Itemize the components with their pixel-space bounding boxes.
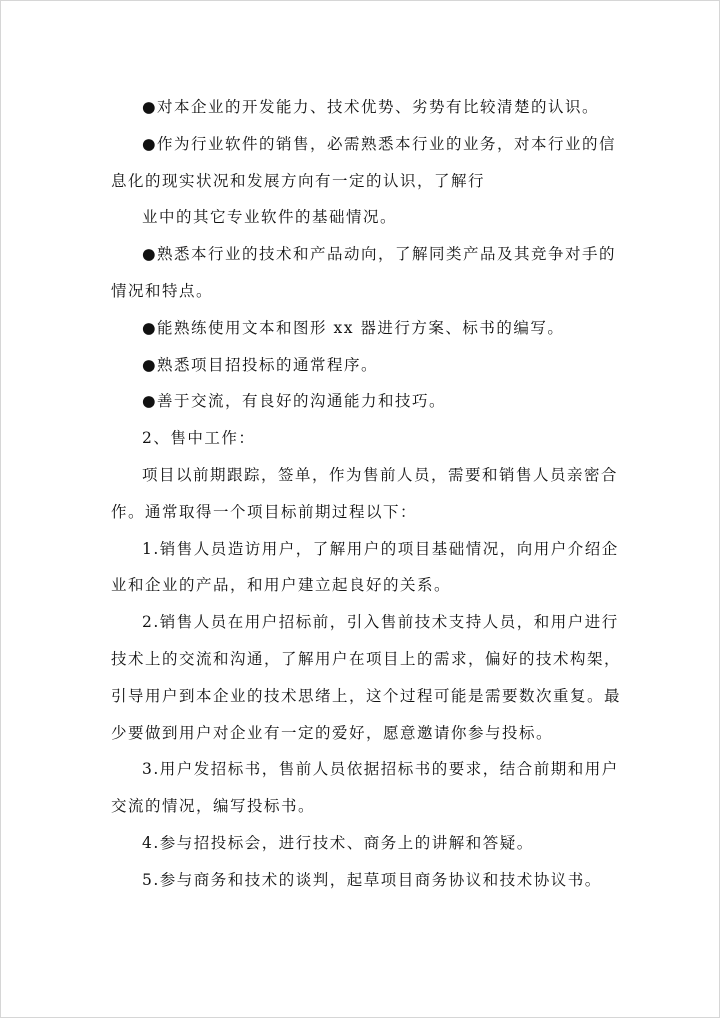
text-line-continuation: 情况和特点。 [111, 281, 214, 300]
numbered-item-2: 2.销售人员在用户招标前，引入售前技术支持人员，和用户进行 [142, 613, 619, 632]
paragraph-line: 项目以前期跟踪，签单，作为售前人员，需要和销售人员亲密合 [142, 465, 619, 484]
numbered-item-1: 1.销售人员造访用户，了解用户的项目基础情况，向用户介绍企 [142, 539, 619, 558]
numbered-item-5: 5.参与商务和技术的谈判，起草项目商务协议和技术协议书。 [142, 870, 602, 889]
bullet-line-bidding-procedure: ●熟悉项目招投标的通常程序。 [142, 355, 379, 374]
paragraph-line: 引导用户到本企业的技术思绪上，这个过程可能是需要数次重复。最 [111, 686, 622, 705]
paragraph-line: 交流的情况，编写投标书。 [111, 797, 316, 816]
bullet-line-technology-trends: ●熟悉本行业的技术和产品动向，了解同类产品及其竞争对手的 [142, 245, 617, 264]
document-body [111, 89, 621, 899]
numbered-item-4: 4.参与招投标会，进行技术、商务上的讲解和答疑。 [142, 833, 534, 852]
numbered-item-3: 3.用户发招标书，售前人员依据招标书的要求，结合前期和用户 [142, 760, 619, 779]
bullet-line-document-writing: ●能熟练使用文本和图形 xx 器进行方案、标书的编写。 [142, 318, 565, 337]
paragraph-line: 技术上的交流和沟通，了解用户在项目上的需求，偏好的技术构架， [111, 649, 622, 668]
text-line-continuation: 业中的其它专业软件的基础情况。 [142, 208, 398, 227]
paragraph-line: 少要做到用户对企业有一定的爱好，愿意邀请你参与投标。 [111, 723, 554, 742]
bullet-line-industry-business: ●作为行业软件的销售，必需熟悉本行业的业务，对本行业的信 [142, 134, 617, 153]
bullet-line-communication: ●善于交流，有良好的沟通能力和技巧。 [142, 392, 447, 411]
section-heading-in-sale: 2、售中工作： [142, 429, 256, 448]
bullet-line-strengths: ●对本企业的开发能力、技术优势、劣势有比较清楚的认识。 [142, 98, 600, 116]
paragraph-line: 业和企业的产品，和用户建立起良好的关系。 [111, 576, 452, 595]
paragraph-line: 作。通常取得一个项目标前期过程以下： [111, 502, 418, 521]
text-line-continuation: 息化的现实状况和发展方向有一定的认识，了解行 [111, 171, 486, 190]
